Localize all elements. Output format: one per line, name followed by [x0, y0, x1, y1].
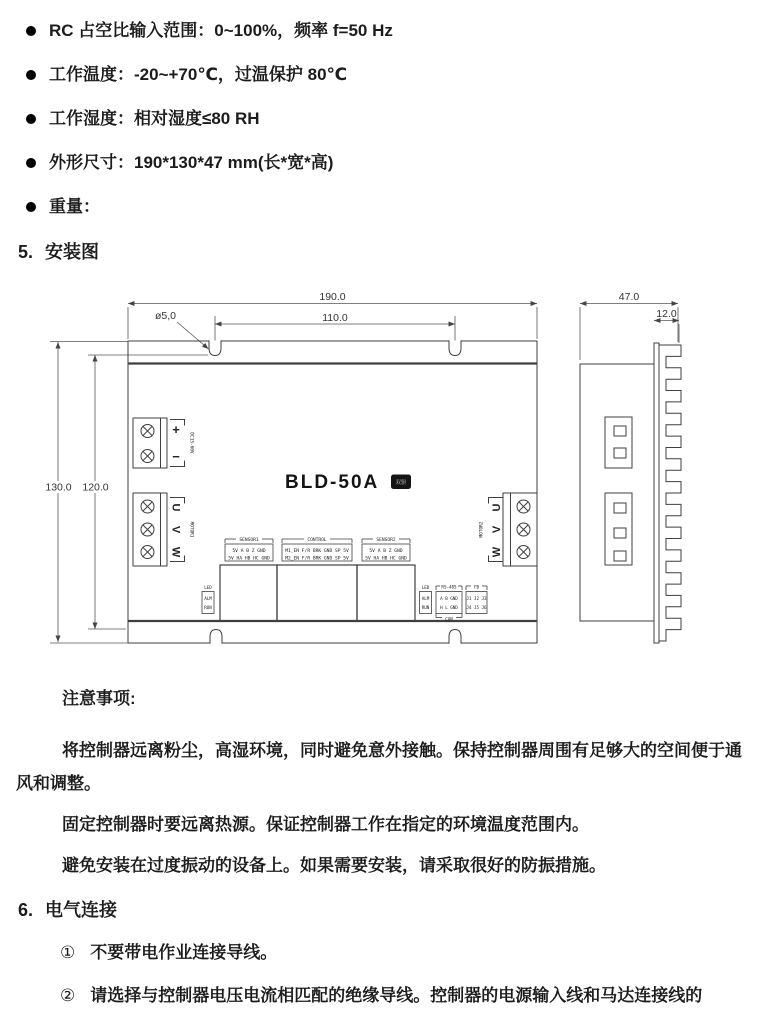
numbered-item — [0, 984, 761, 1008]
sensor2-row2: 5V HA HB HC GND — [365, 556, 407, 562]
dim-hole-spacing-label: 110.0 — [322, 312, 348, 324]
rs485-title: RS-485 — [441, 584, 457, 590]
list-item — [26, 196, 761, 218]
spec-text: 工作温度：-20~+70℃，过温保护 80℃ — [49, 65, 348, 84]
motor2-u-label: U — [491, 503, 503, 512]
control-strip — [282, 537, 352, 562]
spec-text: 外形尺寸：190*130*47 mm(长*宽*高) — [49, 153, 334, 172]
sensor1-row2: 5V HA HB HC GND — [228, 556, 270, 562]
list-item — [26, 152, 761, 174]
power-minus-label: − — [172, 449, 180, 464]
section-title: 安装图 — [45, 242, 99, 262]
control-row1: M1_EN F/R BRK GND SP 5V — [285, 549, 349, 554]
power-plus-label: + — [172, 422, 180, 437]
bullet-dot-icon — [26, 114, 36, 124]
section-number: 6. — [18, 900, 34, 920]
list-item — [26, 108, 761, 130]
rs485-row1: A B GND — [440, 596, 458, 601]
bullet-dot-icon — [26, 202, 36, 212]
led-left-alm: ALM — [204, 596, 212, 601]
spec-text: RC 占空比输入范围：0~100%，频率 f=50 Hz — [49, 21, 393, 40]
note-paragraph: 固定控制器时要远离热源。保证控制器工作在指定的环境温度范围内。 — [62, 815, 589, 834]
spec-text: 重量： — [49, 197, 100, 216]
dim-width-label: 190.0 — [319, 291, 346, 303]
sensor1-strip — [225, 537, 273, 562]
sensor1-title: SENSOR1 — [239, 538, 259, 543]
dim-height-label: 130.0 — [45, 481, 72, 494]
sensor2-strip — [362, 537, 410, 562]
led-left-title: LED — [204, 585, 212, 590]
bullet-dot-icon — [26, 26, 36, 36]
fb-block — [466, 585, 487, 614]
connector-bodies — [220, 565, 415, 621]
bullet-dot-icon — [26, 158, 36, 168]
power-rating-label: DC15-60V — [188, 432, 194, 454]
section-5-heading — [0, 240, 761, 264]
item-number: ② — [60, 986, 76, 1005]
dim-depth-label: 47.0 — [618, 291, 640, 303]
note-paragraph: 避免安装在过度振动的设备上。如果需要安装，请采取很好的防振措施。 — [62, 856, 606, 875]
control-title: CONTROL — [307, 538, 327, 543]
dim-inner-height-label: 120.0 — [82, 481, 109, 494]
section-6-heading — [0, 898, 761, 922]
motor2-w-label: W — [491, 546, 503, 558]
motor1-u-label: U — [169, 503, 182, 512]
led-right-run: RUN — [421, 605, 430, 610]
installation-drawing — [0, 276, 761, 658]
motor1-label: MOTOR1 — [188, 521, 194, 538]
fb-row1: J1 J2 J3 — [466, 596, 487, 601]
section-title: 电气连接 — [45, 900, 117, 920]
motor2-v-label: V — [491, 525, 503, 534]
led-left-run: RUN — [204, 605, 212, 610]
dim-hole-diameter-label: ø5,0 — [155, 310, 177, 322]
side-view — [580, 343, 681, 643]
led-indicator-left — [202, 585, 214, 614]
led-right-title: LED — [421, 585, 430, 590]
spec-bullet-list — [0, 0, 761, 218]
sensor2-row1: 5V A B Z GND — [369, 549, 403, 554]
rs485-block — [436, 585, 462, 622]
item-text: 请选择与控制器电压电流相匹配的绝缘导线。控制器的电源输入线和马达连接线的 — [90, 986, 703, 1005]
note-paragraph: 将控制器远离粉尘，高湿环境，同时避免意外接触。保持控制器周围有足够大的空间便于通风和调整。 — [16, 741, 742, 793]
list-item — [26, 64, 761, 86]
list-item — [26, 20, 761, 42]
item-number: ① — [60, 943, 76, 962]
bullet-dot-icon — [26, 70, 36, 80]
led-indicator-right — [420, 585, 432, 614]
item-text: 不要带电作业连接导线。 — [90, 943, 278, 962]
numbered-item — [0, 941, 761, 965]
rs485-row2: H L GND — [440, 605, 458, 610]
sensor1-row1: 5V A B Z GND — [232, 549, 266, 554]
brand-badge-text: 双驱 — [395, 480, 407, 486]
fb-title: FB — [473, 584, 480, 590]
control-row2: M2_EN F/R BRK GND SP 5V — [285, 556, 349, 562]
model-name: BLD-50A — [285, 472, 380, 493]
notes-title: 注意事项: — [62, 689, 136, 708]
motor1-v-label: V — [169, 525, 182, 534]
sensor2-title: SENSOR2 — [376, 538, 396, 543]
motor1-w-label: W — [169, 546, 182, 558]
fb-row2: J4 J5 J6 — [466, 605, 487, 610]
section-number: 5. — [18, 242, 34, 262]
led-right-alm: ALM — [421, 596, 430, 601]
can-label: CAN — [445, 616, 453, 622]
motor2-label: MOTOR2 — [479, 521, 485, 538]
heatsink-fins — [659, 345, 681, 641]
dim-fin-depth-label: 12.0 — [656, 308, 677, 320]
spec-text: 工作湿度：相对湿度≤80 RH — [49, 109, 260, 128]
installation-diagram — [0, 276, 761, 658]
